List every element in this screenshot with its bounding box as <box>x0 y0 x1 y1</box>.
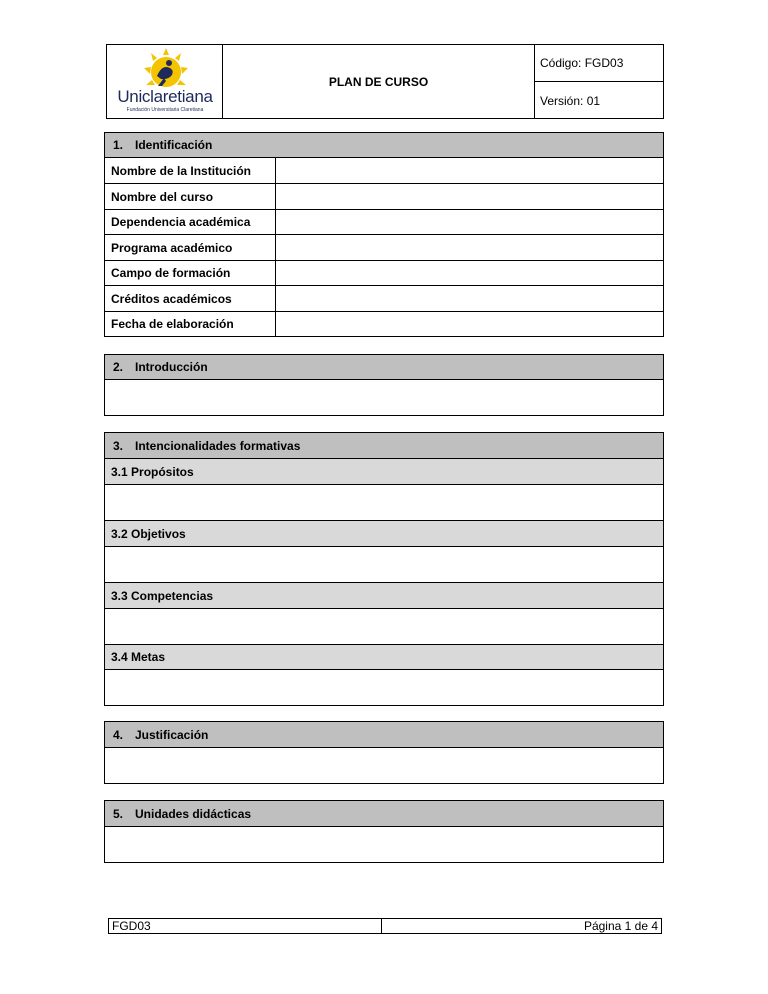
value-campo-formacion[interactable] <box>277 261 663 285</box>
justificacion-content[interactable] <box>104 747 664 784</box>
subsection-metas-header: 3.4 Metas <box>104 644 664 670</box>
section-identificacion-header: 1. Identificación <box>104 132 664 158</box>
value-fecha-elaboracion[interactable] <box>277 312 663 336</box>
institution-logo <box>110 47 220 117</box>
section-intencionalidades-header: 3. Intencionalidades formativas <box>104 432 664 459</box>
logo-wordmark: Uniclaretiana <box>117 87 213 106</box>
label-fecha-elaboracion: Fecha de elaboración <box>111 317 234 331</box>
document-code: Código: FGD03 <box>540 55 624 70</box>
metas-content[interactable] <box>104 669 664 706</box>
competencias-content[interactable] <box>104 608 664 645</box>
value-nombre-curso[interactable] <box>277 184 663 209</box>
section-unidades-header: 5. Unidades didácticas <box>104 800 664 827</box>
value-nombre-institucion[interactable] <box>277 158 663 183</box>
subsection-competencias-header: 3.3 Competencias <box>104 582 664 609</box>
footer-divider <box>381 918 382 934</box>
objetivos-content[interactable] <box>104 546 664 583</box>
label-nombre-institucion: Nombre de la Institución <box>111 163 252 178</box>
value-dependencia-academica[interactable] <box>277 210 663 234</box>
introduccion-content[interactable] <box>104 379 664 416</box>
footer-page-number: Página 1 de 4 <box>583 919 658 933</box>
label-dependencia-academica: Dependencia académica <box>111 215 251 229</box>
subsection-propositos-header: 3.1 Propósitos <box>104 458 664 485</box>
identification-column-divider <box>275 157 276 337</box>
label-creditos-academicos: Créditos académicos <box>111 291 232 306</box>
unidades-content[interactable] <box>104 826 664 863</box>
label-programa-academico: Programa académico <box>111 240 233 255</box>
label-nombre-curso: Nombre del curso <box>111 189 214 204</box>
value-creditos-academicos[interactable] <box>277 286 663 311</box>
subsection-objetivos-header: 3.2 Objetivos <box>104 520 664 547</box>
label-campo-formacion: Campo de formación <box>111 266 231 280</box>
footer-code: FGD03 <box>112 919 151 933</box>
document-title: PLAN DE CURSO <box>328 74 429 89</box>
section-justificacion-header: 4. Justificación <box>104 721 664 748</box>
value-programa-academico[interactable] <box>277 235 663 260</box>
propositos-content[interactable] <box>104 484 664 521</box>
document-version: Versión: 01 <box>540 93 601 108</box>
section-introduccion-header: 2. Introducción <box>104 354 664 380</box>
logo-tagline: Fundación Universitaria Claretiana <box>126 107 204 113</box>
